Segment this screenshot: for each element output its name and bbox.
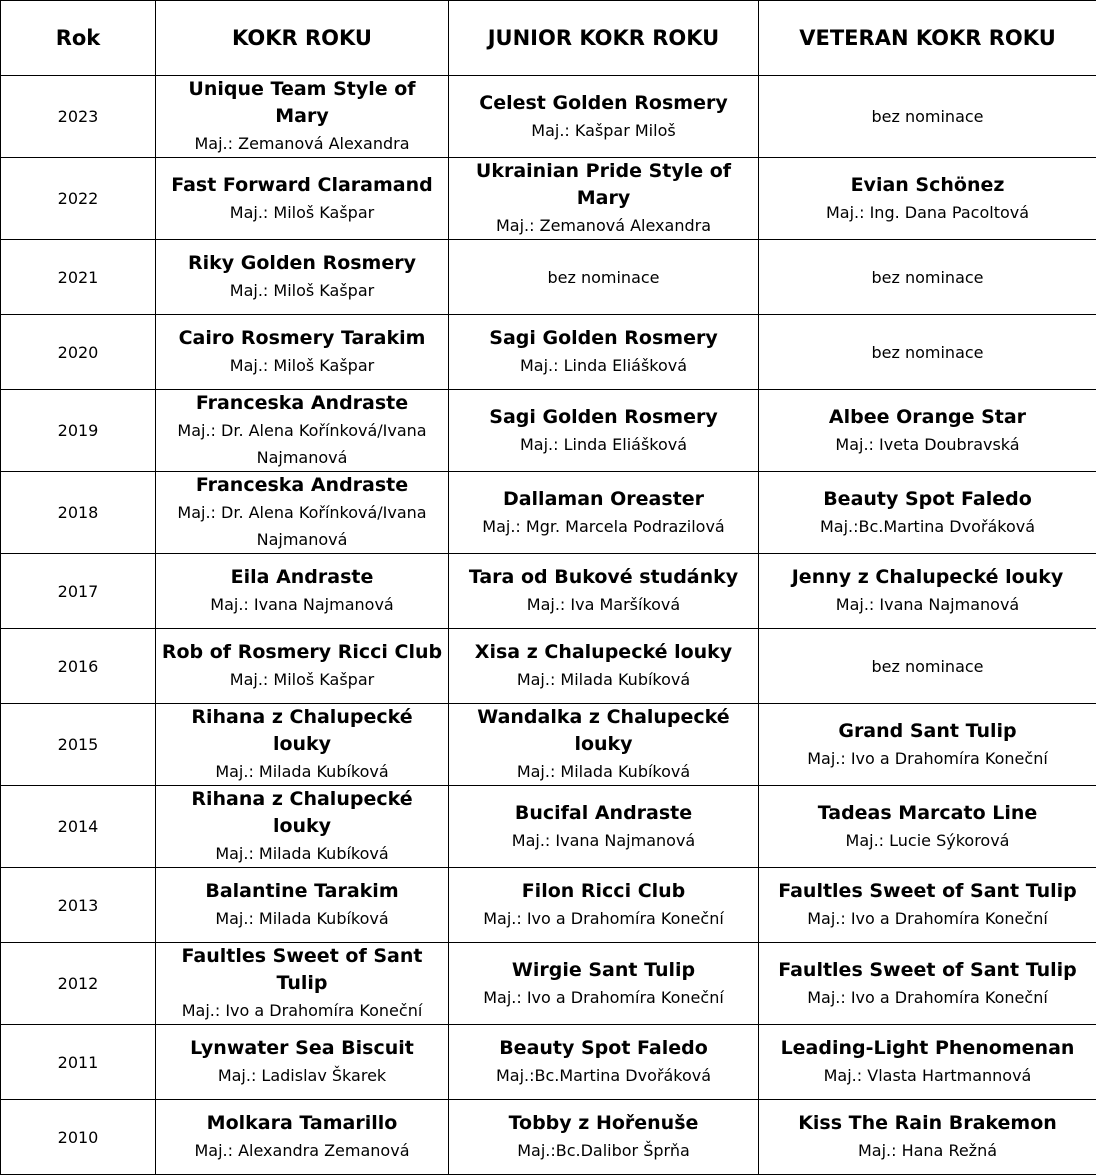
veteran-cell xyxy=(759,240,1096,315)
kokr-cell xyxy=(156,704,449,786)
owner-text: Maj.: Milada Kubíková xyxy=(160,905,444,932)
junior-cell xyxy=(449,943,759,1025)
junior-cell xyxy=(449,240,759,315)
dog-name: Sagi Golden Rosmery xyxy=(453,404,754,431)
dog-name: Jenny z Chalupecké louky xyxy=(763,564,1092,591)
dog-name: Fast Forward Claramand xyxy=(160,172,444,199)
dog-name: Cairo Rosmery Tarakim xyxy=(160,325,444,352)
junior-cell xyxy=(449,76,759,158)
dog-name: Rob of Rosmery Ricci Club xyxy=(160,639,444,666)
owner-text: Maj.: Linda Eliášková xyxy=(453,352,754,379)
table-row xyxy=(1,786,1096,868)
kokr-cell xyxy=(156,76,449,158)
dog-name: Xisa z Chalupecké louky xyxy=(453,639,754,666)
owner-text: Maj.: Ivana Najmanová xyxy=(453,827,754,854)
junior-cell xyxy=(449,315,759,390)
year-cell: 2022 xyxy=(1,158,156,240)
year-cell: 2011 xyxy=(1,1025,156,1100)
dog-name: Franceska Andraste xyxy=(160,390,444,417)
owner-text: Maj.: Iva Maršíková xyxy=(453,591,754,618)
year-cell: 2016 xyxy=(1,629,156,704)
owner-text: Maj.: Alexandra Zemanová xyxy=(160,1137,444,1164)
junior-cell xyxy=(449,1100,759,1175)
no-nomination-text: bez nominace xyxy=(763,657,1092,676)
table-row xyxy=(1,1100,1096,1175)
dog-name: Kiss The Rain Brakemon xyxy=(763,1110,1092,1137)
no-nomination-text: bez nominace xyxy=(453,268,754,287)
dog-name: Lynwater Sea Biscuit xyxy=(160,1035,444,1062)
kokr-cell xyxy=(156,315,449,390)
table-row xyxy=(1,629,1096,704)
year-cell: 2014 xyxy=(1,786,156,868)
dog-name: Beauty Spot Faledo xyxy=(763,486,1092,513)
veteran-cell xyxy=(759,943,1096,1025)
dog-name: Franceska Andraste xyxy=(160,472,444,499)
year-cell: 2012 xyxy=(1,943,156,1025)
veteran-cell xyxy=(759,629,1096,704)
table-row xyxy=(1,868,1096,943)
dog-name: Faultles Sweet of Sant Tulip xyxy=(763,878,1092,905)
owner-text: Maj.: Ivo a Drahomíra Koneční xyxy=(453,984,754,1011)
table-row xyxy=(1,158,1096,240)
veteran-cell xyxy=(759,472,1096,554)
no-nomination-text: bez nominace xyxy=(763,268,1092,287)
kokr-cell xyxy=(156,629,449,704)
junior-cell xyxy=(449,786,759,868)
owner-text: Maj.:Bc.Martina Dvořáková xyxy=(453,1062,754,1089)
owner-text: Maj.: Ing. Dana Pacoltová xyxy=(763,199,1092,226)
header-junior: JUNIOR KOKR ROKU xyxy=(449,1,759,76)
no-nomination-text: bez nominace xyxy=(763,107,1092,126)
table-body xyxy=(1,76,1096,1175)
junior-cell xyxy=(449,554,759,629)
junior-cell xyxy=(449,868,759,943)
owner-text: Maj.: Ivo a Drahomíra Koneční xyxy=(453,905,754,932)
owner-text: Maj.: Ladislav Škarek xyxy=(160,1062,444,1089)
dog-name: Albee Orange Star xyxy=(763,404,1092,431)
kokr-cell xyxy=(156,786,449,868)
veteran-cell xyxy=(759,158,1096,240)
kokr-cell xyxy=(156,158,449,240)
dog-name: Rihana z Chalupecké louky xyxy=(160,704,444,758)
dog-name: Eila Andraste xyxy=(160,564,444,591)
owner-text: Maj.: Ivo a Drahomíra Koneční xyxy=(763,745,1092,772)
table-row xyxy=(1,472,1096,554)
owner-text: Maj.: Kašpar Miloš xyxy=(453,117,754,144)
table-row xyxy=(1,390,1096,472)
table-row xyxy=(1,554,1096,629)
dog-name: Evian Schönez xyxy=(763,172,1092,199)
veteran-cell xyxy=(759,1025,1096,1100)
table-row xyxy=(1,704,1096,786)
junior-cell xyxy=(449,472,759,554)
veteran-cell xyxy=(759,76,1096,158)
owner-text: Maj.: Miloš Kašpar xyxy=(160,666,444,693)
owner-text: Maj.: Miloš Kašpar xyxy=(160,352,444,379)
header-kokr: KOKR ROKU xyxy=(156,1,449,76)
header-row xyxy=(1,1,1096,76)
dog-name: Unique Team Style of Mary xyxy=(160,76,444,130)
owner-text: Maj.: Milada Kubíková xyxy=(453,758,754,785)
year-cell: 2017 xyxy=(1,554,156,629)
kokr-cell xyxy=(156,472,449,554)
year-cell: 2021 xyxy=(1,240,156,315)
year-cell: 2023 xyxy=(1,76,156,158)
veteran-cell xyxy=(759,704,1096,786)
junior-cell xyxy=(449,390,759,472)
junior-cell xyxy=(449,629,759,704)
dog-name: Ukrainian Pride Style of Mary xyxy=(453,158,754,212)
kokr-cell xyxy=(156,943,449,1025)
owner-text: Maj.:Bc.Martina Dvořáková xyxy=(763,513,1092,540)
owner-text: Maj.: Miloš Kašpar xyxy=(160,199,444,226)
owner-text: Maj.: Milada Kubíková xyxy=(160,840,444,867)
owner-text: Maj.: Vlasta Hartmannová xyxy=(763,1062,1092,1089)
dog-name: Bucifal Andraste xyxy=(453,800,754,827)
dog-name: Faultles Sweet of Sant Tulip xyxy=(763,957,1092,984)
owner-text: Maj.: Ivana Najmanová xyxy=(763,591,1092,618)
owner-text: Maj.: Iveta Doubravská xyxy=(763,431,1092,458)
year-cell: 2020 xyxy=(1,315,156,390)
year-cell: 2013 xyxy=(1,868,156,943)
veteran-cell xyxy=(759,868,1096,943)
dog-name: Riky Golden Rosmery xyxy=(160,250,444,277)
kokr-cell xyxy=(156,554,449,629)
owner-text: Maj.: Zemanová Alexandra xyxy=(453,212,754,239)
veteran-cell xyxy=(759,554,1096,629)
header-veteran: VETERAN KOKR ROKU xyxy=(759,1,1096,76)
owner-text: Maj.: Ivo a Drahomíra Koneční xyxy=(763,984,1092,1011)
veteran-cell xyxy=(759,1100,1096,1175)
junior-cell xyxy=(449,704,759,786)
veteran-cell xyxy=(759,315,1096,390)
owner-text: Maj.: Dr. Alena Kořínková/Ivana Najmanová xyxy=(160,417,444,471)
dog-name: Tadeas Marcato Line xyxy=(763,800,1092,827)
kokr-cell xyxy=(156,1025,449,1100)
year-cell: 2019 xyxy=(1,390,156,472)
owner-text: Maj.: Milada Kubíková xyxy=(453,666,754,693)
dog-name: Tobby z Hořenuše xyxy=(453,1110,754,1137)
junior-cell xyxy=(449,158,759,240)
year-cell: 2015 xyxy=(1,704,156,786)
table-row xyxy=(1,76,1096,158)
dog-name: Sagi Golden Rosmery xyxy=(453,325,754,352)
dog-name: Grand Sant Tulip xyxy=(763,718,1092,745)
kokr-cell xyxy=(156,868,449,943)
owner-text: Maj.: Miloš Kašpar xyxy=(160,277,444,304)
year-cell: 2018 xyxy=(1,472,156,554)
dog-name: Leading-Light Phenomenan xyxy=(763,1035,1092,1062)
owner-text: Maj.: Dr. Alena Kořínková/Ivana Najmanová xyxy=(160,499,444,553)
junior-cell xyxy=(449,1025,759,1100)
dog-name: Celest Golden Rosmery xyxy=(453,90,754,117)
table-row xyxy=(1,943,1096,1025)
table-row xyxy=(1,315,1096,390)
dog-name: Filon Ricci Club xyxy=(453,878,754,905)
dog-name: Dallaman Oreaster xyxy=(453,486,754,513)
dog-name: Wirgie Sant Tulip xyxy=(453,957,754,984)
owner-text: Maj.: Zemanová Alexandra xyxy=(160,130,444,157)
owner-text: Maj.: Ivo a Drahomíra Koneční xyxy=(763,905,1092,932)
dog-name: Wandalka z Chalupecké louky xyxy=(453,704,754,758)
owner-text: Maj.: Milada Kubíková xyxy=(160,758,444,785)
table-row xyxy=(1,240,1096,315)
owner-text: Maj.: Lucie Sýkorová xyxy=(763,827,1092,854)
year-cell: 2010 xyxy=(1,1100,156,1175)
kokr-cell xyxy=(156,1100,449,1175)
owner-text: Maj.:Bc.Dalibor Šprňa xyxy=(453,1137,754,1164)
veteran-cell xyxy=(759,390,1096,472)
dog-name: Faultles Sweet of Sant Tulip xyxy=(160,943,444,997)
owner-text: Maj.: Linda Eliášková xyxy=(453,431,754,458)
dog-name: Tara od Bukové studánky xyxy=(453,564,754,591)
veteran-cell xyxy=(759,786,1096,868)
dog-name: Balantine Tarakim xyxy=(160,878,444,905)
owner-text: Maj.: Ivana Najmanová xyxy=(160,591,444,618)
dog-name: Molkara Tamarillo xyxy=(160,1110,444,1137)
dog-name: Rihana z Chalupecké louky xyxy=(160,786,444,840)
owner-text: Maj.: Mgr. Marcela Podrazilová xyxy=(453,513,754,540)
owner-text: Maj.: Ivo a Drahomíra Koneční xyxy=(160,997,444,1024)
dog-name: Beauty Spot Faledo xyxy=(453,1035,754,1062)
header-year: Rok xyxy=(1,1,156,76)
kokr-cell xyxy=(156,240,449,315)
kokr-cell xyxy=(156,390,449,472)
table-row xyxy=(1,1025,1096,1100)
no-nomination-text: bez nominace xyxy=(763,343,1092,362)
owner-text: Maj.: Hana Režná xyxy=(763,1137,1092,1164)
